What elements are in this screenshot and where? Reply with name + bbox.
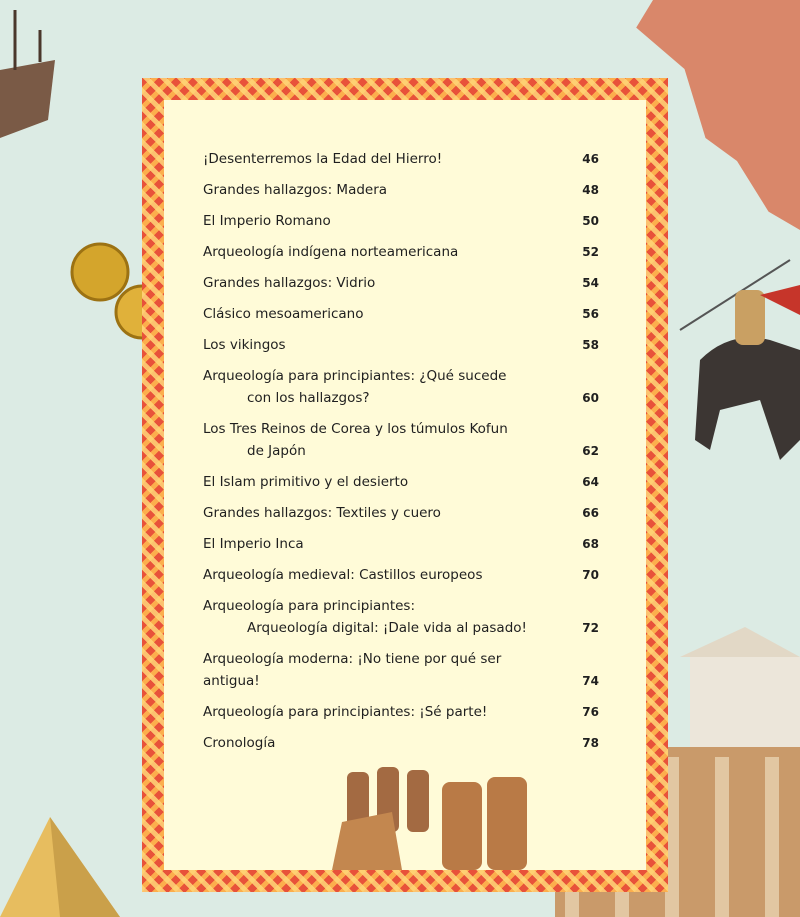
toc-page-number: 76	[582, 705, 599, 719]
toc-entry[interactable]	[203, 241, 599, 263]
toc-entry-title: Arqueología para principiantes: ¿Qué sucede	[203, 368, 507, 384]
toc-entry[interactable]	[203, 272, 599, 294]
toc-entry-title: Grandes hallazgos: Madera	[203, 182, 388, 198]
pyramid-illustration	[0, 817, 120, 917]
toc-page-number: 60	[582, 391, 599, 405]
toc-entry-title: Los Tres Reinos de Corea y los túmulos Kofun	[203, 421, 508, 437]
toc-entry[interactable]	[203, 365, 599, 409]
toc-page-number: 64	[582, 475, 599, 489]
toc-page-number: 50	[582, 214, 599, 228]
toc-entry-title: Arqueología para principiantes:	[203, 598, 416, 614]
terracotta-soldiers-illustration	[332, 752, 542, 870]
roman-warrior-horse-illustration	[660, 250, 800, 470]
toc-entry-title: El Imperio Romano	[203, 213, 331, 229]
toc-entry-title: El Islam primitivo y el desierto	[203, 474, 409, 490]
toc-entry[interactable]	[203, 471, 599, 493]
toc-entry[interactable]	[203, 210, 599, 232]
toc-entry[interactable]	[203, 648, 599, 692]
toc-entry-title: Arqueología indígena norteamericana	[203, 244, 459, 260]
toc-page-number: 48	[582, 183, 599, 197]
toc-page-number: 70	[582, 568, 599, 582]
toc-entry[interactable]	[203, 732, 599, 754]
toc-entry-title: Clásico mesoamericano	[203, 306, 364, 322]
toc-entry-title-continued: con los hallazgos?	[247, 390, 370, 406]
toc-entry-title: Cronología	[203, 735, 276, 751]
toc-page-number: 58	[582, 338, 599, 352]
toc-entry-title-continued: de Japón	[247, 443, 306, 459]
toc-entry-title-continued: Arqueología digital: ¡Dale vida al pasado!	[247, 620, 527, 636]
toc-entry-title: El Imperio Inca	[203, 536, 304, 552]
toc-entry[interactable]	[203, 148, 599, 170]
toc-page-number: 68	[582, 537, 599, 551]
toc-entry-title: Grandes hallazgos: Textiles y cuero	[203, 505, 441, 521]
toc-entry-title: ¡Desenterremos la Edad del Hierro!	[203, 151, 443, 167]
toc-page-number: 62	[582, 444, 599, 458]
toc-entry[interactable]	[203, 701, 599, 723]
toc-entry[interactable]	[203, 533, 599, 555]
toc-entry-title: Arqueología medieval: Castillos europeos	[203, 567, 483, 583]
toc-entry[interactable]	[203, 564, 599, 586]
toc-entry[interactable]	[203, 595, 599, 639]
toc-entry[interactable]	[203, 303, 599, 325]
toc-page-number: 46	[582, 152, 599, 166]
toc-entry-title: Arqueología para principiantes: ¡Sé parte!	[203, 704, 488, 720]
toc-entry-title: Grandes hallazgos: Vidrio	[203, 275, 376, 291]
toc-entry[interactable]	[203, 418, 599, 462]
ship-illustration	[0, 0, 70, 150]
table-of-contents	[203, 148, 599, 763]
toc-entry[interactable]	[203, 334, 599, 356]
toc-page-number: 66	[582, 506, 599, 520]
toc-page-number: 74	[582, 674, 599, 688]
toc-page-number: 78	[582, 736, 599, 750]
toc-entry-title: Arqueología moderna: ¡No tiene por qué ser antigua!	[203, 651, 502, 689]
toc-entry[interactable]	[203, 179, 599, 201]
toc-page-number: 54	[582, 276, 599, 290]
toc-page-number: 52	[582, 245, 599, 259]
toc-entry[interactable]	[203, 502, 599, 524]
toc-panel	[164, 100, 646, 870]
toc-entry-title: Los vikingos	[203, 337, 286, 353]
decorative-frame	[142, 78, 668, 892]
toc-page-number: 72	[582, 621, 599, 635]
toc-page-number: 56	[582, 307, 599, 321]
